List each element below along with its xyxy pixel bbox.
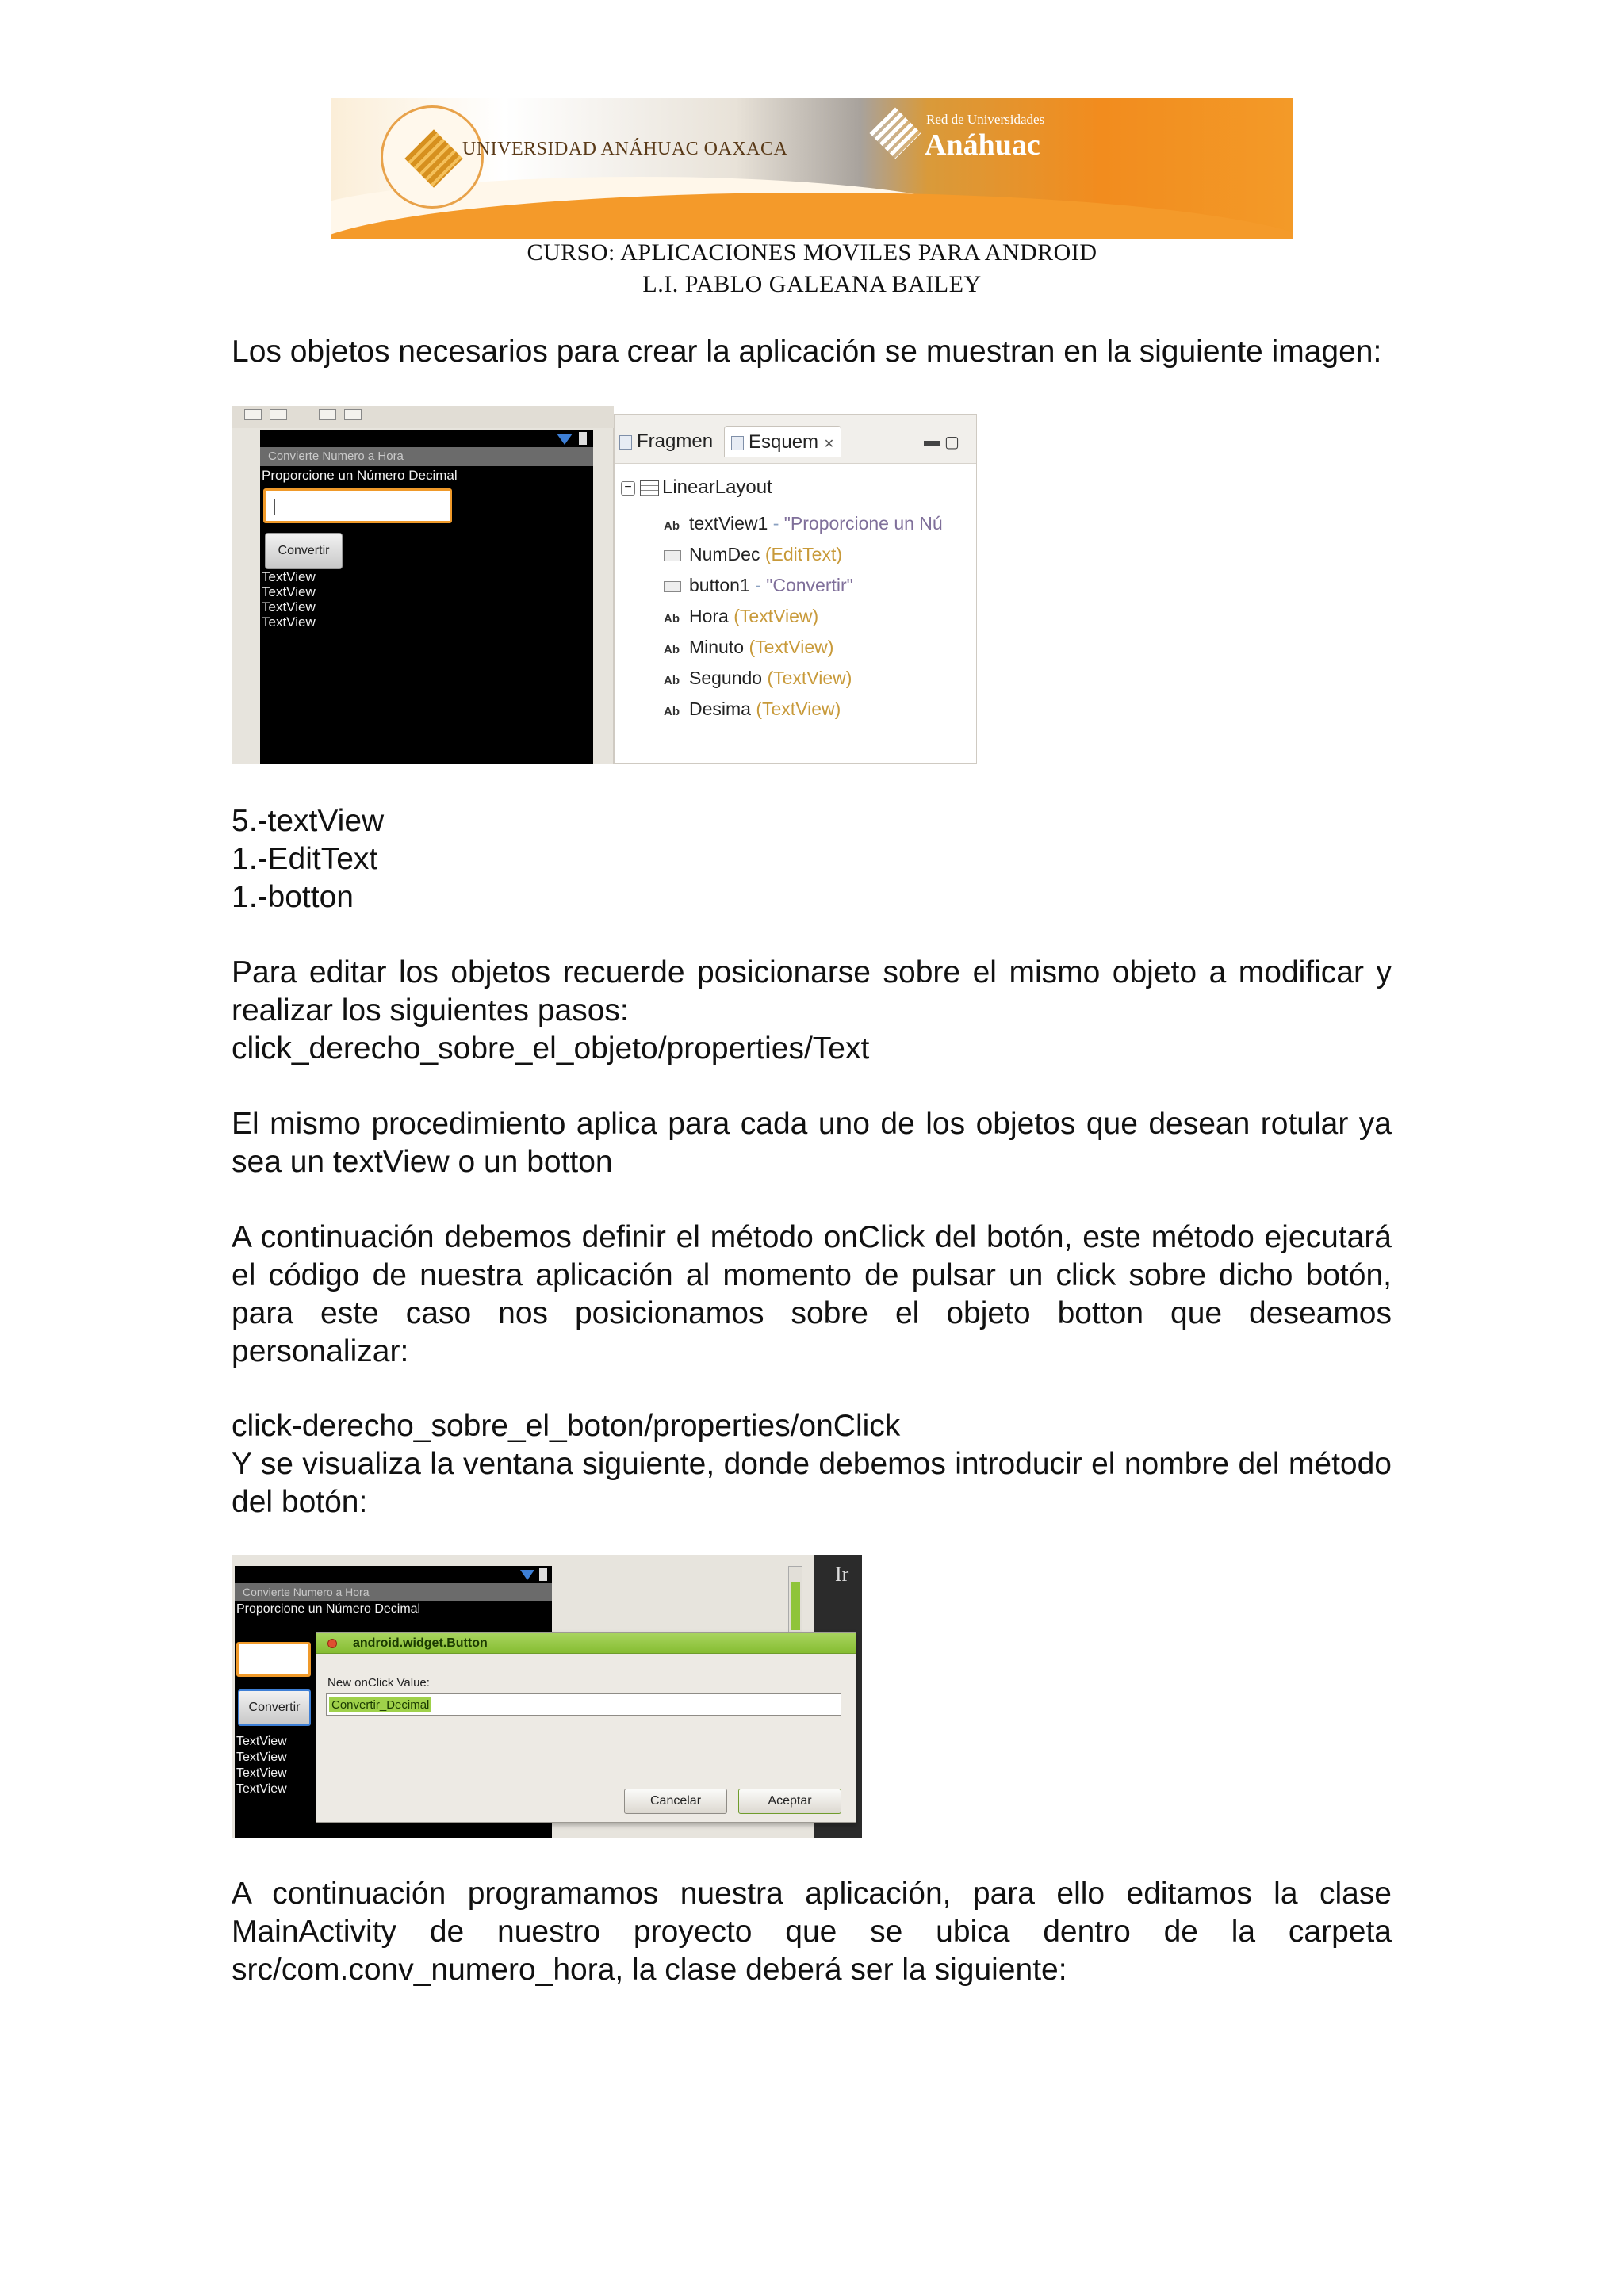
prompt-textview: Proporcione un Número Decimal — [262, 468, 458, 483]
same-procedure-paragraph: El mismo procedimiento aplica para cada uno de los objetos que desean rotular ya sea un textView o un botton — [232, 1107, 1392, 1179]
edit-objects-paragraph: Para editar los objetos recuerde posicionarse sobre el mismo objeto a modificar y realizar los siguientes pasos: — [232, 955, 1392, 1027]
outline-tabs — [615, 415, 976, 464]
number-edittext — [263, 488, 452, 523]
screenshot-layout-outline — [232, 406, 977, 764]
onclick-property-path: click-derecho_sobre_el_boton/properties/onClick — [232, 1409, 901, 1443]
toolbar-button — [244, 409, 262, 420]
device-preview — [260, 430, 593, 764]
scrollbar — [788, 1566, 802, 1637]
textview-icon: Ab — [664, 705, 680, 718]
outline-panel — [614, 414, 977, 764]
battery-icon — [539, 1568, 547, 1581]
tree-item: Ab Segundo (TextView) — [664, 668, 852, 688]
button-icon — [664, 581, 681, 592]
prompt-textview: Proporcione un Número Decimal — [236, 1602, 421, 1616]
layout-icon — [640, 480, 659, 496]
textview-item: TextView — [236, 1782, 287, 1796]
edittext-icon — [664, 550, 681, 561]
anahuac-network-logo — [877, 105, 1067, 193]
onclick-value-field — [326, 1693, 841, 1716]
convert-button-preview: Convertir — [265, 533, 343, 569]
textview-item: TextView — [236, 1766, 287, 1780]
onclick-value-label: New onClick Value: — [327, 1676, 430, 1689]
convert-button-selected: Convertir — [238, 1689, 311, 1726]
textview-item: TextView — [262, 614, 316, 629]
dialog-titlebar — [316, 1633, 856, 1654]
signal-icon — [557, 434, 573, 445]
graphical-layout-pane — [232, 406, 614, 764]
fragment-icon — [619, 435, 632, 450]
toolbar-button — [319, 409, 336, 420]
tree-item: NumDec (EditText) — [664, 544, 842, 565]
toolbar-button — [344, 409, 362, 420]
header-banner — [331, 98, 1293, 239]
textview-item: TextView — [262, 569, 316, 584]
course-instructor: L.I. PABLO GALEANA BAILEY — [642, 271, 982, 297]
count-textview: 5.-textView — [232, 804, 385, 838]
onclick-dialog — [316, 1632, 856, 1823]
textview-item: TextView — [262, 599, 316, 614]
textview-item: TextView — [262, 584, 316, 599]
onclick-value-text: Convertir_Decimal — [329, 1697, 431, 1712]
textview-icon: Ab — [664, 643, 680, 656]
device-status-bar — [260, 430, 593, 447]
textview-item: TextView — [236, 1751, 287, 1764]
intro-paragraph: Los objetos necesarios para crear la aplicación se muestran en la siguiente imagen: — [232, 335, 1382, 369]
app-title-bar: Convierte Numero a Hora — [235, 1583, 552, 1601]
text-property-path: click_derecho_sobre_el_objeto/properties/Text — [232, 1031, 870, 1066]
dialog-intro-paragraph: Y se visualiza la ventana siguiente, donde debemos introducir el nombre del método del botón: — [232, 1447, 1392, 1519]
network-small-text: Red de Universidades — [926, 112, 1045, 127]
number-edittext — [236, 1642, 311, 1677]
cancel-button: Cancelar — [624, 1789, 727, 1814]
onclick-paragraph: A continuación debemos definir el método onClick del botón, este método ejecutará el código de nuestra aplicación al momento de pulsar un click sobre dicho botón, para este caso nos posicionamos sobre el objeto botton que deseamos personalizar: — [232, 1220, 1392, 1368]
maximize-icon: ▢ — [944, 434, 959, 451]
device-status-bar — [235, 1566, 552, 1583]
outline-icon — [731, 436, 744, 450]
tree-item: Ab textView1 - "Proporcione un Nú — [664, 513, 943, 534]
accept-button: Aceptar — [738, 1789, 841, 1814]
textview-icon: Ab — [664, 674, 680, 687]
network-big-text: Anáhuac — [925, 128, 1040, 162]
tree-root-linearlayout: − LinearLayout — [621, 476, 772, 499]
screenshot-onclick-dialog — [232, 1555, 862, 1838]
minimize-icon: ▬ — [924, 432, 940, 450]
program-paragraph: A continuación programamos nuestra aplicación, para ello editamos la clase MainActivity de nuestro proyecto que se ubica dentro de la carpeta src/com.conv_numero_hora, la clase deberá ser la siguiente: — [232, 1877, 1392, 1987]
side-panel: Ir — [814, 1555, 862, 1838]
tree-item: button1 - "Convertir" — [664, 575, 853, 596]
textview-list — [236, 1734, 287, 1797]
course-title: CURSO: APLICACIONES MOVILES PARA ANDROID — [527, 239, 1097, 266]
close-icon: ✕ — [823, 438, 835, 451]
tree-item: Ab Desima (TextView) — [664, 698, 841, 719]
textview-item: TextView — [236, 1735, 287, 1748]
layout-toolbar — [232, 406, 614, 428]
close-dot-icon — [327, 1639, 337, 1648]
dialog-title: android.widget.Button — [353, 1636, 488, 1650]
signal-icon — [520, 1570, 534, 1580]
textview-icon: Ab — [664, 612, 680, 626]
tree-item: Ab Minuto (TextView) — [664, 637, 834, 657]
battery-icon — [579, 432, 587, 445]
count-button: 1.-botton — [232, 880, 354, 914]
collapse-icon: − — [621, 481, 635, 496]
university-name: UNIVERSIDAD ANÁHUAC OAXACA — [462, 139, 788, 159]
tree-item: Ab Hora (TextView) — [664, 606, 819, 626]
count-edittext: 1.-EditText — [232, 842, 378, 876]
app-title-bar: Convierte Numero a Hora — [260, 447, 593, 466]
tab-fragment: Fragmen — [619, 426, 713, 457]
toolbar-button — [270, 409, 287, 420]
anahuac-mark-icon — [869, 107, 921, 159]
textview-icon: Ab — [664, 519, 680, 533]
tab-outline: Esquem ✕ — [724, 426, 841, 457]
